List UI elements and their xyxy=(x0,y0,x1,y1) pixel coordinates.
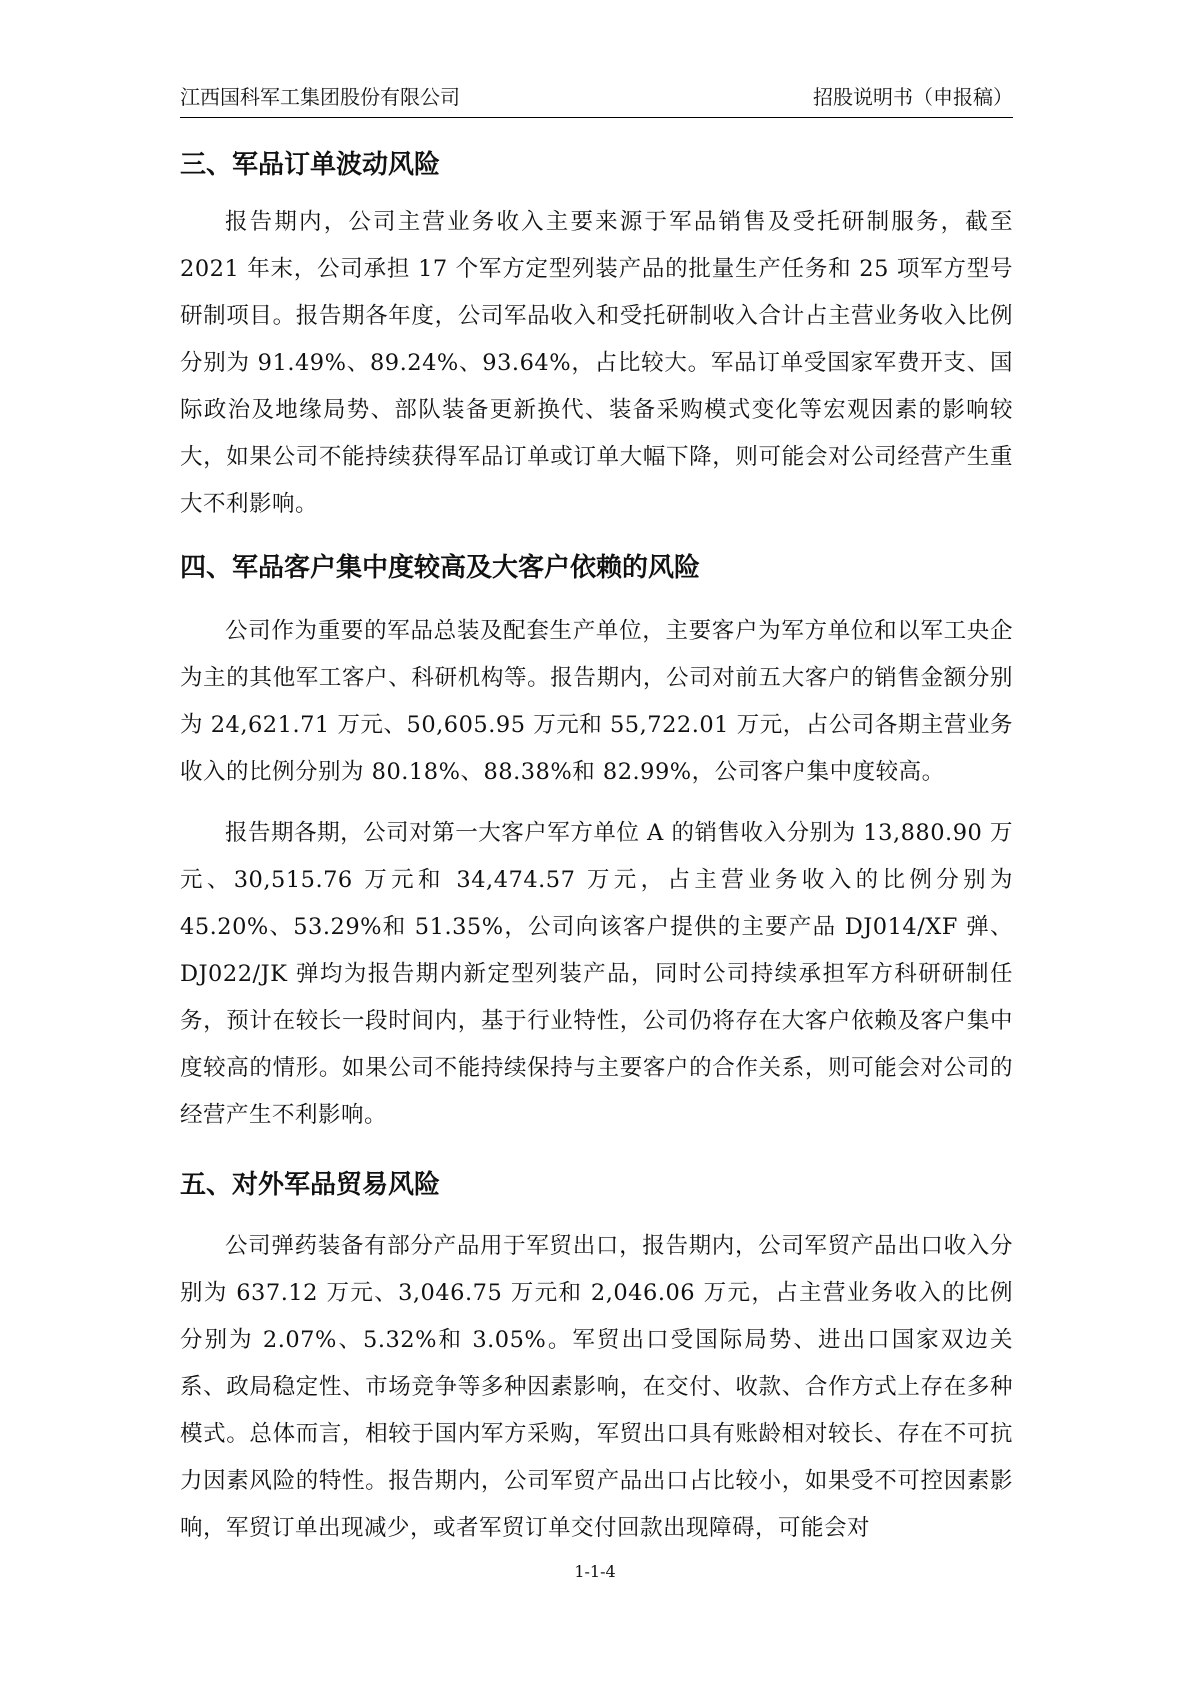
page-number: 1-1-4 xyxy=(574,1562,616,1581)
section-title-customer-concentration-risk: 四、军品客户集中度较高及大客户依赖的风险 xyxy=(180,553,701,583)
paragraph-order-fluctuation: 报告期内，公司主营业务收入主要来源于军品销售及受托研制服务，截至 2021 年末，公司承担 17 个军方定型列装产品的批量生产任务和 25 项军方型号研制项目。报告期各年度，公司军品收入和受托研制收入合计占主营业务收入比例分别为 91.49%、89.24%、93.64%，占比较大。军品订单受国家军费开支、国际政治及地缘局势、部队装备更新换代、装备采购模式变化等宏观因素的影响较大，如果公司不能持续获得军品订单或订单大幅下降，则可能会对公司经营产生重大不利影响。 xyxy=(180,209,1013,517)
header-divider xyxy=(180,117,1013,118)
section-title-foreign-trade-risk: 五、对外军品贸易风险 xyxy=(180,1170,441,1200)
paragraph-top-five-customers: 公司作为重要的军品总装及配套生产单位，主要客户为军方单位和以军工央企为主的其他军工客户、科研机构等。报告期内，公司对前五大客户的销售金额分别为 24,621.71 万元、50,605.95 万元和 55,722.01 万元，占公司各期主营业务收入的比例分别为 80.18%、88.38%和 82.99%，公司客户集中度较高。 xyxy=(180,618,1013,785)
paragraph-foreign-trade: 公司弹药装备有部分产品用于军贸出口，报告期内，公司军贸产品出口收入分别为 637.12 万元、3,046.75 万元和 2,046.06 万元，占主营业务收入的比例分别为 2.07%、5.32%和 3.05%。军贸出口受国际局势、进出口国家双边关系、政局稳定性、市场竞争等多种因素影响，在交付、收款、合作方式上存在多种模式。总体而言，相较于国内军方采购，军贸出口具有账龄相对较长、存在不可抗力因素风险的特性。报告期内，公司军贸产品出口占比较小，如果受不可控因素影响，军贸订单出现减少，或者军贸订单交付回款出现障碍，可能会对 xyxy=(180,1233,1013,1541)
page-body xyxy=(180,140,1013,1552)
section-title-order-fluctuation-risk: 三、军品订单波动风险 xyxy=(180,150,441,180)
paragraph-largest-customer: 报告期各期，公司对第一大客户军方单位 A 的销售收入分别为 13,880.90 万元、30,515.76 万元和 34,474.57 万元，占主营业务收入的比例分别为 45.20%、53.29%和 51.35%，公司向该客户提供的主要产品 DJ014/XF 弹、DJ022/JK 弹均为报告期内新定型列装产品，同时公司持续承担军方科研研制任务，预计在较长一段时间内，基于行业特性，公司仍将存在大客户依赖及客户集中度较高的情形。如果公司不能持续保持与主要客户的合作关系，则可能会对公司的经营产生不利影响。 xyxy=(180,820,1013,1128)
page-header xyxy=(180,82,1013,112)
header-company-name: 江西国科军工集团股份有限公司 xyxy=(180,85,460,109)
header-document-type: 招股说明书（申报稿） xyxy=(813,85,1013,109)
